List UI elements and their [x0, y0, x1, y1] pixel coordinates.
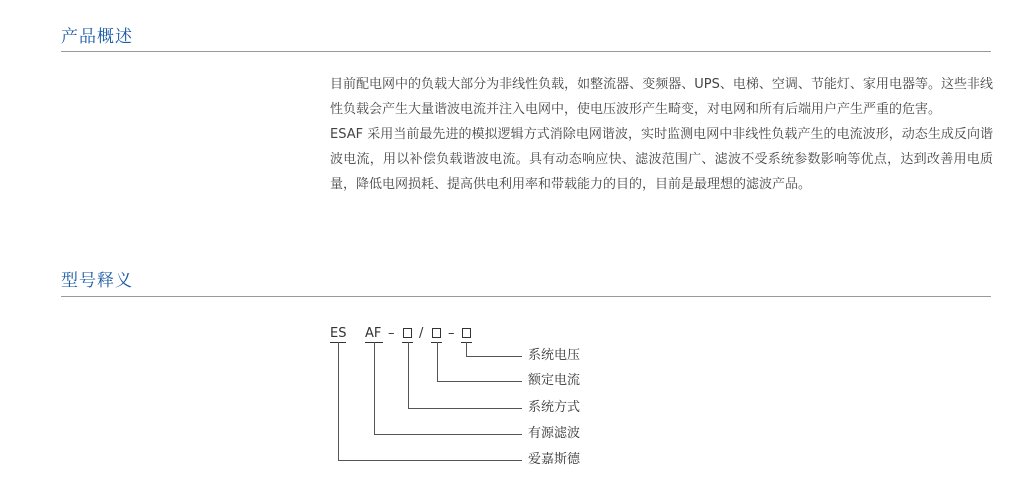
model-title: 型号释义: [61, 271, 133, 291]
connector-mode-vertical: [408, 342, 409, 408]
connector-mode-horizontal: [408, 408, 522, 409]
code-dash-1: –: [388, 326, 395, 341]
connector-af-horizontal: [374, 434, 522, 435]
connector-current-vertical: [437, 342, 438, 381]
label-brand: 爱嘉斯德: [528, 452, 581, 467]
overview-paragraph-2: ESAF 采用当前最先进的模拟逻辑方式消除电网谐波，实时监测电网中非线性负载产生的电流波形，动态生成反向谐波电流，用以补偿负载谐波电流。具有动态响应快、滤波范围广、滤波不受系统参数影响等优点，达到改善用电质量，降低电网损耗、提高供电利用率和带载能力的目的，目前是最理想的滤波产品。: [330, 127, 993, 192]
connector-voltage-horizontal: [466, 356, 522, 357]
code-dash-2: –: [448, 326, 455, 341]
label-system-mode: 系统方式: [528, 400, 581, 415]
code-slash: /: [419, 326, 424, 341]
code-af: AF: [365, 326, 382, 341]
connector-af-vertical: [374, 342, 375, 434]
connector-es-horizontal: [338, 460, 522, 461]
code-box-system-voltage: [462, 328, 471, 338]
connector-voltage-vertical: [466, 342, 467, 356]
label-system-voltage: 系统电压: [528, 348, 581, 363]
connector-current-horizontal: [437, 381, 522, 382]
overview-title: 产品概述: [61, 27, 133, 47]
code-box-system-mode: [403, 328, 412, 338]
overview-paragraph-1: 目前配电网中的负载大部分为非线性负载，如整流器、变频器、UPS、电梯、空调、节能灯、家用电器等。这些非线性负载会产生大量谐波电流并注入电网中，使电压波形产生畸变，对电网和所有后端用户产生严重的危害。: [330, 77, 993, 117]
code-box-rated-current: [432, 328, 441, 338]
code-es: ES: [330, 326, 347, 341]
label-rated-current: 额定电流: [528, 373, 581, 388]
connector-es-vertical: [338, 342, 339, 460]
label-active-filter: 有源滤波: [528, 426, 581, 441]
